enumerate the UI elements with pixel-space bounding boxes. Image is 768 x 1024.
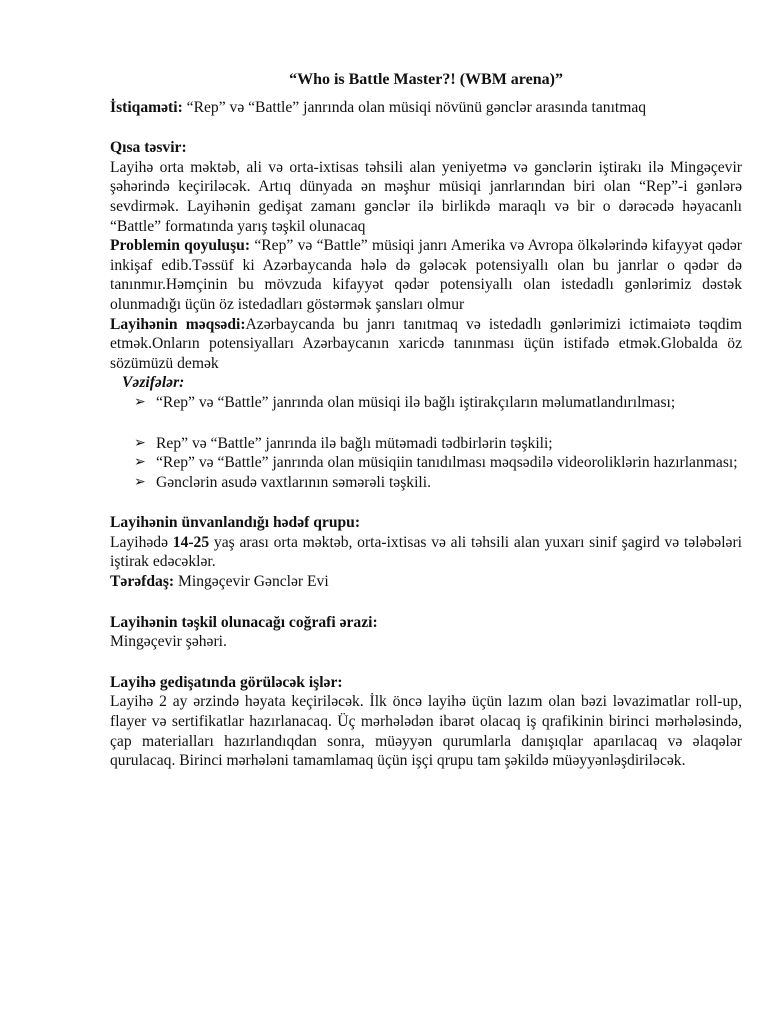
meqsed-label: Layihənin məqsədi: [110,315,246,333]
terefdas-paragraph [110,572,742,592]
problem-paragraph [110,236,742,314]
problem-text: “Rep” və “Battle” müsiqi janrı Amerika və Avropa ölkələrində kifayyət qədər inkişaf edib.Təssüf ki Azərbaycanda hələ də gələcək potensiyallı olan bu janrlar o qədər də tanınmır.Həmçinin bu mövzuda kifayyət qədər potensiyallı olan istedadlı gənlərimiz dəstək olunmadığı üçün öz istedadları göstərmək şansları olmur [110,237,742,313]
arrowhead-bullet-icon: ➢ [134,473,146,490]
terefdas-label: Tərəfdaş: [110,573,175,591]
meqsed-paragraph [110,315,742,374]
list-item [132,434,742,454]
qisa-tesvir-text: Layihə orta məktəb, ali və orta-ixtisas təhsili alan yeniyetmə və gənclərin iştirakı ilə Mingəçevir şəhərində keçiriləcək. Artıq dünyada ən məşhur müsiqi janrlarından biri olan “Rep”-i gənlərə sevdirmək. Layihənin gedişat zamanı gənclər ilə birlikdə maraqlı və bir o dərəcədə həyacanlı “Battle” formatında yarış təşkil olunacaq [110,158,742,235]
spacer [110,117,742,138]
arrowhead-bullet-icon: ➢ [134,454,146,471]
list-item-text: Rep” və “Battle” janrında ilə bağlı mütəmadi tədbirlərin təşkili; [156,434,553,452]
vezifeler-list [110,393,742,492]
isler-heading: Layihə gedişatında görüləcək işlər: [110,673,343,691]
hedef-qrup-text-after: yaş arası orta məktəb, orta-ixtisas və ali təhsili alan yuxarı sinif şagird və tələbələri iştirak edəcəklər. [110,533,742,571]
meqsed-text: Azərbaycanda bu janrı tanıtmaq və istedadlı gənlərimizi ictimaiətə təqdim etmək.Onların potensiyalları Azərbaycanın xaricdə tanınması üçün istifadə etmək.Globalda öz sözümüzü demək [110,315,742,372]
list-item [132,393,742,413]
arrowhead-bullet-icon: ➢ [134,434,146,451]
spacer [110,492,742,513]
qisa-tesvir-heading: Qısa təsvir: [110,139,187,157]
document-title: “Who is Battle Master?! (WBM arena)” [289,71,563,88]
list-item [132,453,742,473]
vezifeler-heading: Vəzifələr: [122,374,185,392]
istiqamet-label: İstiqaməti: [110,98,183,116]
cografi-text: Mingəçevir şəhəri. [110,633,227,651]
list-item-text: Gənclərin asudə vaxtlarının səmərəli təşkili. [156,473,431,491]
hedef-qrup-age: 14-25 [172,533,210,551]
hedef-qrup-heading: Layihənin ünvanlandığı hədəf qrupu: [110,514,361,532]
istiqamet-paragraph [110,98,742,118]
spacer [110,652,742,673]
list-item [132,473,742,493]
spacer [110,592,742,613]
list-item-text: “Rep” və “Battle” janrında olan müsiqi ilə bağlı iştirakçıların məlumatlandırılması; [156,393,676,411]
list-item-text: “Rep” və “Battle” janrında olan müsiqiin tanıdılması məqsədilə videoroliklərin hazırlanması; [156,454,738,472]
cografi-heading: Layihənin təşkil olunacağı coğrafi ərazi: [110,613,378,631]
problem-label: Problemin qoyuluşu: [110,237,251,255]
hedef-qrup-text-before: Layihədə [110,533,173,551]
document-page [110,70,742,771]
isler-text: Layihə 2 ay ərzində həyata keçiriləcək. İlk öncə layihə üçün lazım olan bəzi ləvazimatlar roll-up, flayer və sertifikatlar hazırlanacaq. Üç mərhələdən ibarət olacaq iş qrafikinin birinci mərhələsində, çap materialları hazırlandıqdan sonra, müəyyən qurumlarla danışıqlar aparılacaq və əlaqələr qurulacaq. Birinci mərhələni tamamlamaq üçün işçi qrupu tam şəkildə müəyyənləşdiriləcək. [110,693,742,770]
arrowhead-bullet-icon: ➢ [134,393,146,410]
istiqamet-text: “Rep” və “Battle” janrında olan müsiqi növünü gənclər arasında tanıtmaq [182,98,647,116]
terefdas-text: Mingəçevir Gənclər Evi [174,573,329,591]
hedef-qrup-text [110,533,742,572]
